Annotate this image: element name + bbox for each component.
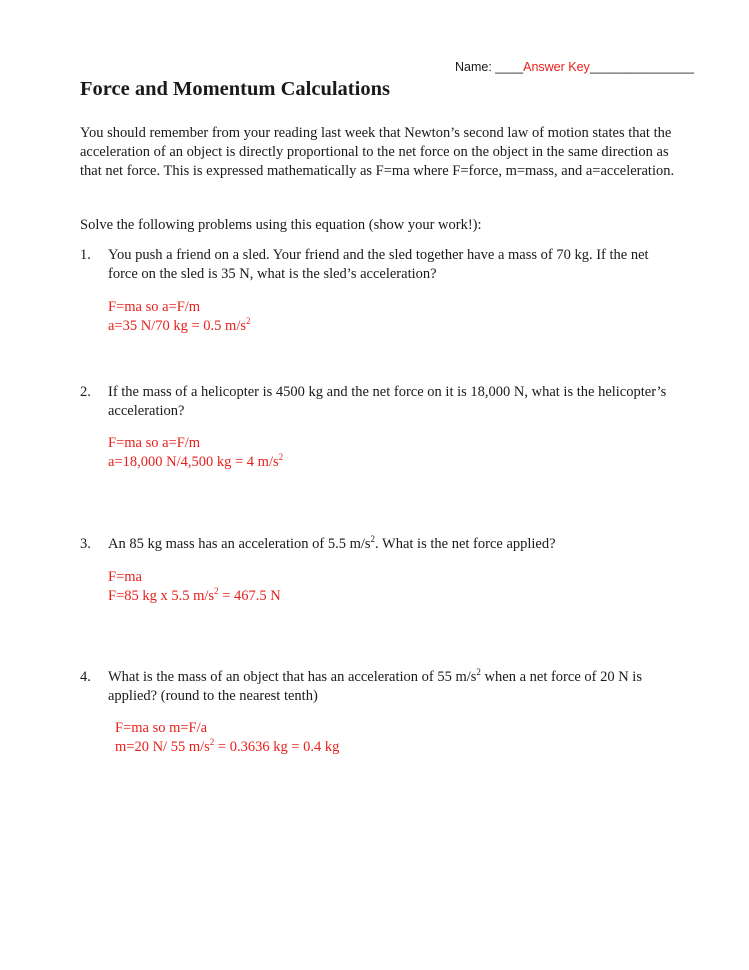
question-number: 1. bbox=[80, 247, 91, 263]
superscript: 2 bbox=[209, 737, 215, 748]
answer-1-line-2 bbox=[108, 317, 251, 336]
superscript: 2 bbox=[278, 452, 284, 463]
superscript: 2 bbox=[214, 586, 219, 597]
answer-text: m=20 N/ 55 m/s bbox=[115, 739, 210, 755]
answer-4-line-2 bbox=[115, 738, 339, 757]
answer-key-label: Answer Key bbox=[523, 60, 590, 74]
question-text: If the mass of a helicopter is 4500 kg and the net force on it is 18,000 N, what is the helicopter’s acceleration? bbox=[108, 384, 667, 419]
question-text-post: . What is the net force applied? bbox=[375, 536, 556, 552]
question-4 bbox=[80, 668, 680, 706]
answer-1-line-1: F=ma so a=F/m bbox=[108, 299, 201, 315]
question-1 bbox=[80, 246, 680, 284]
question-text: You push a friend on a sled. Your friend and the sled together have a mass of 70 kg. If the net force on the sled is 35 N, what is the sled’s acceleration? bbox=[108, 247, 649, 282]
answer-text-post: = 0.3636 kg = 0.4 kg bbox=[214, 739, 340, 755]
answer-text: F=85 kg x 5.5 m/s bbox=[108, 588, 215, 604]
answer-3-line-2 bbox=[108, 587, 281, 606]
question-number: 2. bbox=[80, 384, 91, 400]
name-line bbox=[455, 60, 694, 74]
name-label: Name: ____ bbox=[455, 60, 524, 74]
answer-text: a=35 N/70 kg = 0.5 m/s bbox=[108, 318, 246, 334]
intro-paragraph: You should remember from your reading last week that Newton’s second law of motion states that the acceleration of an object is directly proportional to the net force on the object in the same direction as that net force. This is expressed mathematically as F=ma where F=force, m=mass, and a=acceleration. bbox=[80, 125, 675, 179]
page-title: Force and Momentum Calculations bbox=[80, 78, 390, 100]
question-number: 4. bbox=[80, 669, 91, 685]
answer-2-line-1: F=ma so a=F/m bbox=[108, 435, 201, 451]
answer-2-line-2 bbox=[108, 453, 283, 472]
superscript: 2 bbox=[246, 316, 251, 327]
instructions: Solve the following problems using this equation (show your work!): bbox=[80, 217, 482, 233]
answer-text: a=18,000 N/4,500 kg = 4 m/s bbox=[108, 454, 279, 470]
answer-4-line-1: F=ma so m=F/a bbox=[115, 720, 208, 736]
question-number: 3. bbox=[80, 536, 91, 552]
name-underline: _______________ bbox=[589, 60, 695, 74]
question-text-pre: What is the mass of an object that has an acceleration of 55 m/s bbox=[108, 669, 477, 685]
answer-text-post: = 467.5 N bbox=[218, 588, 281, 604]
superscript: 2 bbox=[370, 534, 376, 545]
question-text bbox=[108, 535, 680, 554]
question-3 bbox=[80, 535, 680, 554]
question-2 bbox=[80, 383, 680, 421]
question-text bbox=[108, 668, 680, 706]
question-text-post: when a net force of 20 N is applied? (round to the nearest tenth) bbox=[108, 669, 642, 704]
superscript: 2 bbox=[476, 667, 481, 678]
question-text-pre: An 85 kg mass has an acceleration of 5.5 m/s bbox=[108, 536, 371, 552]
answer-3-line-1: F=ma bbox=[108, 569, 142, 585]
